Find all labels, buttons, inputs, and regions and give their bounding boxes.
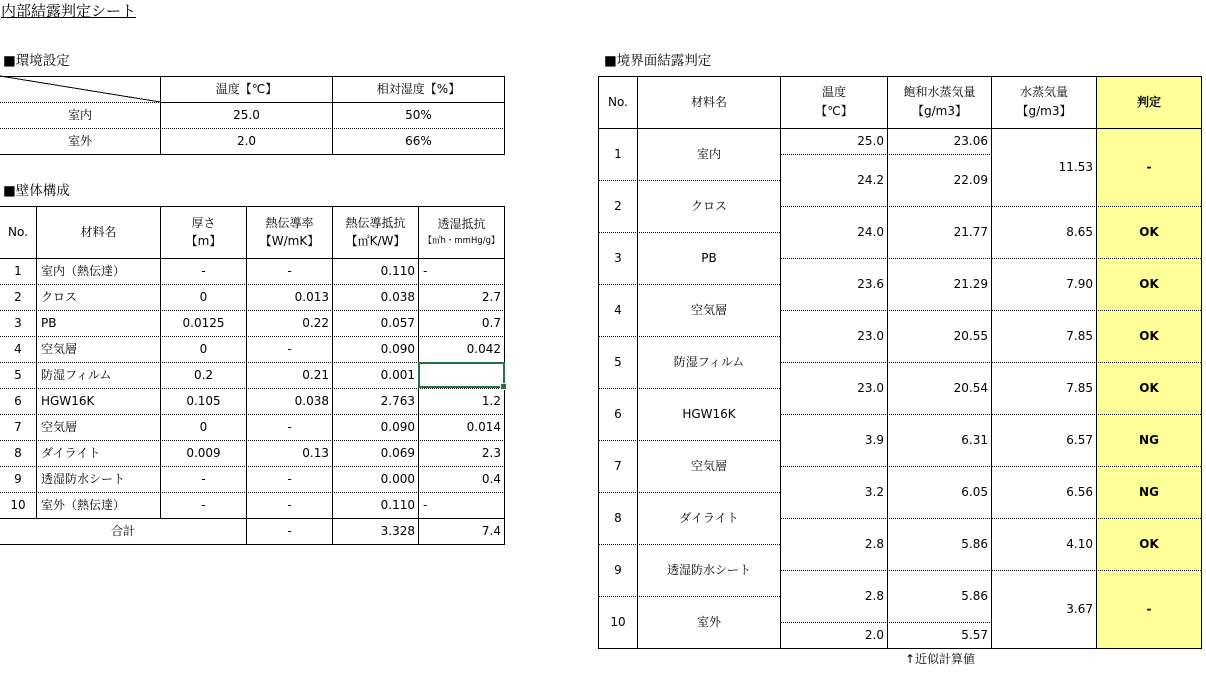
- wall-row-material[interactable]: 室外（熱伝達）: [41, 497, 126, 512]
- bnd-header-name: 材料名: [690, 94, 727, 109]
- wall-row-moisture[interactable]: 2.3: [481, 445, 501, 460]
- bnd-saturation: 5.86: [961, 588, 988, 603]
- bnd-vapor: 7.85: [1066, 380, 1093, 395]
- wall-row-moisture[interactable]: 1.2: [481, 393, 501, 408]
- wall-header-name: 材料名: [80, 224, 117, 239]
- wall-row-moisture[interactable]: 0.014: [466, 419, 501, 434]
- bnd-judgement: OK: [1097, 519, 1201, 570]
- env-indoor-rh[interactable]: 50%: [405, 107, 432, 122]
- wall-row-no: 4: [14, 341, 22, 356]
- bnd-vapor: 7.90: [1066, 276, 1093, 291]
- header-unit: 【℃】: [815, 104, 853, 118]
- wall-row-thickness[interactable]: 0: [199, 289, 208, 304]
- wall-section-title: ■壁体構成: [3, 183, 70, 199]
- env-section-title: ■環境設定: [3, 53, 70, 69]
- bnd-saturation: 6.31: [961, 432, 988, 447]
- bnd-judgement: -: [1097, 129, 1201, 206]
- header-line: 熱伝導率: [265, 215, 314, 230]
- wall-row-no: 1: [14, 263, 22, 278]
- bnd-temp: 23.0: [857, 380, 884, 395]
- bnd-row-no: 9: [614, 562, 622, 577]
- bnd-temp: 24.0: [857, 224, 884, 239]
- bnd-judgement: OK: [1097, 259, 1201, 310]
- wall-row-moisture[interactable]: 0.042: [466, 341, 501, 356]
- env-header-temp: 温度【℃】: [215, 81, 278, 96]
- active-cell-selection[interactable]: [418, 362, 505, 388]
- wall-row-conductivity[interactable]: 0.21: [302, 367, 329, 382]
- wall-row-moisture[interactable]: -: [423, 497, 428, 512]
- wall-header-moisture-resistance: [419, 207, 504, 258]
- wall-row-material[interactable]: 空気層: [41, 341, 78, 356]
- bnd-saturation: 5.57: [961, 627, 988, 642]
- wall-row-no: 3: [14, 315, 22, 330]
- wall-row-thickness[interactable]: 0.105: [186, 393, 221, 408]
- wall-row-resistance: 0.000: [380, 471, 415, 486]
- bnd-row-no: 5: [614, 354, 622, 369]
- bnd-vapor: 4.10: [1066, 536, 1093, 551]
- header-line: 飽和水蒸気量: [903, 85, 976, 100]
- approx-note: ↑近似計算値: [904, 652, 976, 667]
- bnd-temp: 3.2: [864, 484, 884, 499]
- bnd-saturation: 21.29: [953, 276, 988, 291]
- bnd-temp: 23.0: [857, 328, 884, 343]
- wall-row-resistance: 0.069: [380, 445, 415, 460]
- bnd-header-vapor: [992, 77, 1096, 128]
- header-line: 透湿抵抗: [437, 217, 486, 232]
- bnd-row-material: 空気層: [690, 302, 727, 317]
- bnd-row-no: 8: [614, 510, 622, 525]
- wall-row-material[interactable]: ダイライト: [41, 445, 101, 460]
- wall-header-thickness: [161, 207, 246, 258]
- bnd-saturation: 22.09: [953, 172, 988, 187]
- wall-row-thickness[interactable]: -: [201, 263, 206, 278]
- bnd-judgement: OK: [1097, 207, 1201, 258]
- wall-row-conductivity[interactable]: 0.13: [302, 445, 329, 460]
- bnd-row-material: PB: [701, 250, 717, 265]
- bnd-row-material: 室外: [696, 614, 721, 629]
- wall-row-material[interactable]: 透湿防水シート: [41, 471, 126, 486]
- wall-row-resistance: 0.090: [380, 419, 415, 434]
- bnd-row-material: ダイライト: [679, 510, 739, 525]
- bnd-header-judgement: 判定: [1097, 77, 1201, 128]
- bnd-vapor: 6.57: [1066, 432, 1093, 447]
- wall-total-conductivity: -: [287, 523, 292, 538]
- bnd-header-temp: [781, 77, 887, 128]
- bnd-judgement: OK: [1097, 363, 1201, 414]
- wall-row-material[interactable]: 室内（熱伝達）: [41, 263, 126, 278]
- sheet-title: 内部結露判定シート: [1, 2, 137, 20]
- wall-row-moisture[interactable]: -: [423, 263, 428, 278]
- env-row-label: 室内: [67, 107, 92, 122]
- env-row-label: 室外: [67, 133, 92, 148]
- wall-row-no: 9: [14, 471, 22, 486]
- wall-row-thickness[interactable]: 0.2: [193, 367, 214, 382]
- wall-row-resistance: 0.090: [380, 341, 415, 356]
- bnd-temp: 2.8: [864, 536, 884, 551]
- wall-row-no: 5: [14, 367, 22, 382]
- bnd-temp: 2.0: [864, 627, 884, 642]
- wall-row-resistance: 0.038: [380, 289, 415, 304]
- bnd-row-no: 3: [614, 250, 622, 265]
- wall-total-moisture: 7.4: [481, 523, 501, 538]
- wall-row-thickness[interactable]: -: [201, 471, 206, 486]
- bnd-row-no: 7: [614, 458, 622, 473]
- bnd-vapor: 3.67: [1066, 601, 1093, 616]
- header-unit: 【㎡K/W】: [345, 233, 406, 248]
- wall-row-conductivity[interactable]: -: [287, 419, 292, 434]
- bnd-header-saturation: [888, 77, 991, 128]
- env-outdoor-temp[interactable]: 2.0: [236, 133, 257, 148]
- header-unit: 【g/m3】: [1016, 104, 1072, 118]
- header-line: 水蒸気量: [1019, 85, 1068, 100]
- wall-row-thickness[interactable]: 0: [199, 419, 208, 434]
- bnd-row-no: 10: [610, 614, 626, 629]
- wall-row-no: 10: [10, 497, 26, 512]
- wall-row-resistance: 0.001: [380, 367, 415, 382]
- bnd-saturation: 23.06: [953, 133, 988, 148]
- header-line: 熱伝導抵抗: [345, 215, 406, 230]
- wall-header-conductivity: [247, 207, 332, 258]
- bnd-vapor: 8.65: [1066, 224, 1093, 239]
- bnd-judgement: NG: [1097, 467, 1201, 518]
- wall-row-conductivity[interactable]: 0.013: [294, 289, 329, 304]
- wall-row-conductivity[interactable]: -: [287, 263, 292, 278]
- bnd-temp: 24.2: [857, 172, 884, 187]
- wall-row-material[interactable]: PB: [41, 315, 57, 330]
- wall-row-no: 6: [14, 393, 22, 408]
- wall-row-resistance: 2.763: [380, 393, 415, 408]
- wall-row-moisture[interactable]: 0.4: [481, 471, 501, 486]
- bnd-saturation: 20.54: [953, 380, 988, 395]
- bnd-row-material: HGW16K: [682, 406, 736, 421]
- wall-header-thermal-resistance: [333, 207, 418, 258]
- wall-row-conductivity[interactable]: 0.22: [302, 315, 329, 330]
- wall-row-thickness[interactable]: -: [201, 497, 206, 512]
- wall-row-moisture[interactable]: 2.7: [481, 289, 501, 304]
- wall-row-conductivity[interactable]: 0.038: [294, 393, 329, 408]
- wall-row-no: 7: [14, 419, 22, 434]
- wall-row-material[interactable]: HGW16K: [41, 393, 95, 408]
- wall-total-resistance: 3.328: [380, 523, 415, 538]
- bnd-saturation: 21.77: [953, 224, 988, 239]
- env-outdoor-rh[interactable]: 66%: [405, 133, 432, 148]
- bnd-row-material: 室内: [696, 146, 721, 161]
- header-unit: 【m】: [185, 233, 222, 248]
- bnd-row-material: 透湿防水シート: [666, 562, 751, 577]
- wall-row-moisture[interactable]: 0.7: [481, 315, 501, 330]
- bnd-judgement: NG: [1097, 415, 1201, 466]
- wall-row-thickness[interactable]: 0: [199, 341, 208, 356]
- header-line: 厚さ: [191, 215, 216, 230]
- header-unit: 【㎡h・mmHg/g】: [423, 236, 500, 247]
- bnd-row-no: 1: [614, 146, 622, 161]
- bnd-row-material: クロス: [690, 198, 727, 213]
- wall-row-material[interactable]: 防湿フィルム: [41, 367, 112, 382]
- bnd-temp: 23.6: [857, 276, 884, 291]
- env-header-rh: 相対湿度【%】: [376, 81, 461, 96]
- wall-total-label: 合計: [110, 523, 135, 538]
- wall-row-thickness[interactable]: 0.0125: [182, 315, 225, 330]
- bnd-temp: 25.0: [857, 133, 884, 148]
- wall-row-resistance: 0.110: [380, 263, 415, 278]
- wall-row-no: 2: [14, 289, 22, 304]
- wall-row-conductivity[interactable]: -: [287, 497, 292, 512]
- wall-row-no: 8: [14, 445, 22, 460]
- bnd-saturation: 20.55: [953, 328, 988, 343]
- env-indoor-temp[interactable]: 25.0: [233, 107, 260, 122]
- wall-row-material[interactable]: クロス: [41, 289, 78, 304]
- bnd-judgement: OK: [1097, 311, 1201, 362]
- wall-row-thickness[interactable]: 0.009: [186, 445, 221, 460]
- bnd-temp: 2.8: [864, 588, 884, 603]
- bnd-saturation: 5.86: [961, 536, 988, 551]
- bnd-vapor: 6.56: [1066, 484, 1093, 499]
- wall-row-conductivity[interactable]: -: [287, 341, 292, 356]
- bnd-row-material: 空気層: [690, 458, 727, 473]
- wall-row-resistance: 0.110: [380, 497, 415, 512]
- bnd-row-no: 2: [614, 198, 622, 213]
- header-unit: 【g/m3】: [912, 104, 967, 118]
- bnd-row-material: 防湿フィルム: [673, 354, 745, 369]
- wall-row-conductivity[interactable]: -: [287, 471, 292, 486]
- bnd-temp: 3.9: [864, 432, 884, 447]
- header-line: 温度: [821, 85, 846, 100]
- bnd-vapor: 7.85: [1066, 328, 1093, 343]
- wall-header-no: No.: [8, 224, 28, 239]
- bnd-saturation: 6.05: [961, 484, 988, 499]
- bnd-vapor: 11.53: [1058, 159, 1093, 174]
- boundary-section-title: ■境界面結露判定: [604, 53, 712, 69]
- bnd-judgement: -: [1097, 571, 1201, 648]
- bnd-header-no: No.: [608, 94, 628, 109]
- wall-row-resistance: 0.057: [380, 315, 415, 330]
- wall-row-material[interactable]: 空気層: [41, 419, 78, 434]
- header-unit: 【W/mK】: [259, 233, 320, 248]
- bnd-row-no: 6: [614, 406, 622, 421]
- bnd-row-no: 4: [614, 302, 622, 317]
